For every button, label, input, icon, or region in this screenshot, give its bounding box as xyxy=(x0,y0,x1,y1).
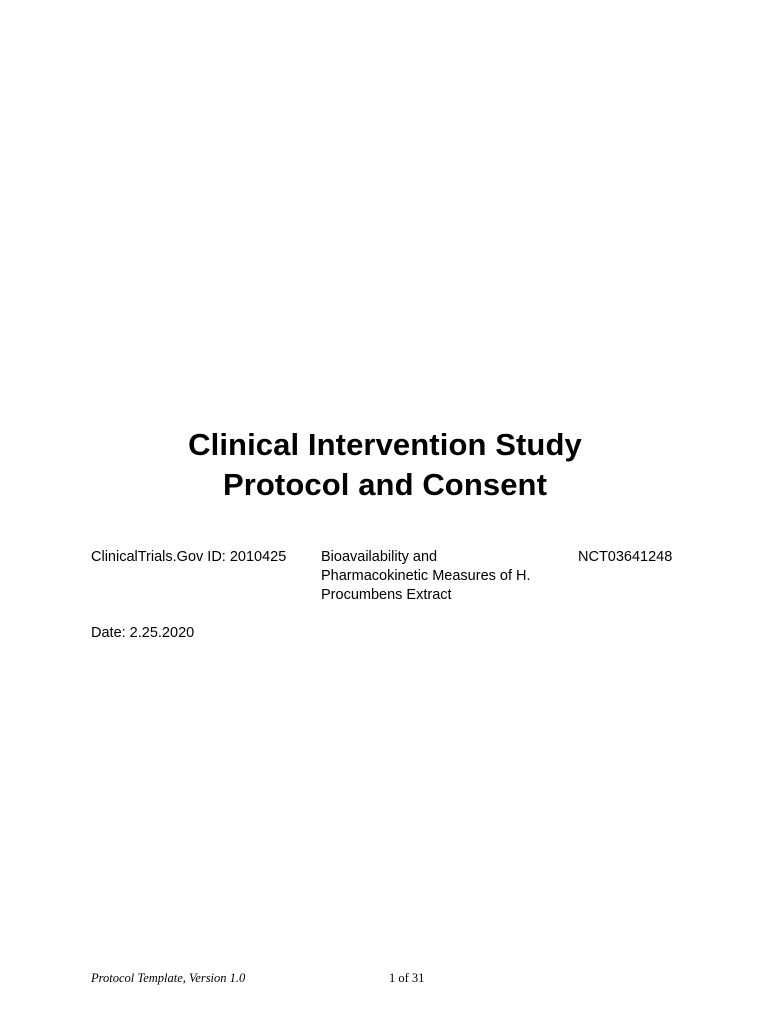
study-title xyxy=(321,548,551,605)
title-line-2: Protocol and Consent xyxy=(222,467,548,502)
study-title-line-3: Procumbens Extract xyxy=(321,587,452,603)
document-title xyxy=(0,425,770,505)
footer-page-number: 1 of 31 xyxy=(389,971,425,985)
clinicaltrials-id: ClinicalTrials.Gov ID: 2010425 xyxy=(91,549,287,565)
study-title-line-2: Pharmacokinetic Measures of H. xyxy=(321,568,531,584)
nct-number: NCT03641248 xyxy=(578,549,673,565)
title-line-1: Clinical Intervention Study xyxy=(188,427,582,462)
study-title-line-1: Bioavailability and xyxy=(321,549,438,565)
document-date: Date: 2.25.2020 xyxy=(91,625,195,641)
footer-template-label: Protocol Template, Version 1.0 xyxy=(91,971,246,985)
